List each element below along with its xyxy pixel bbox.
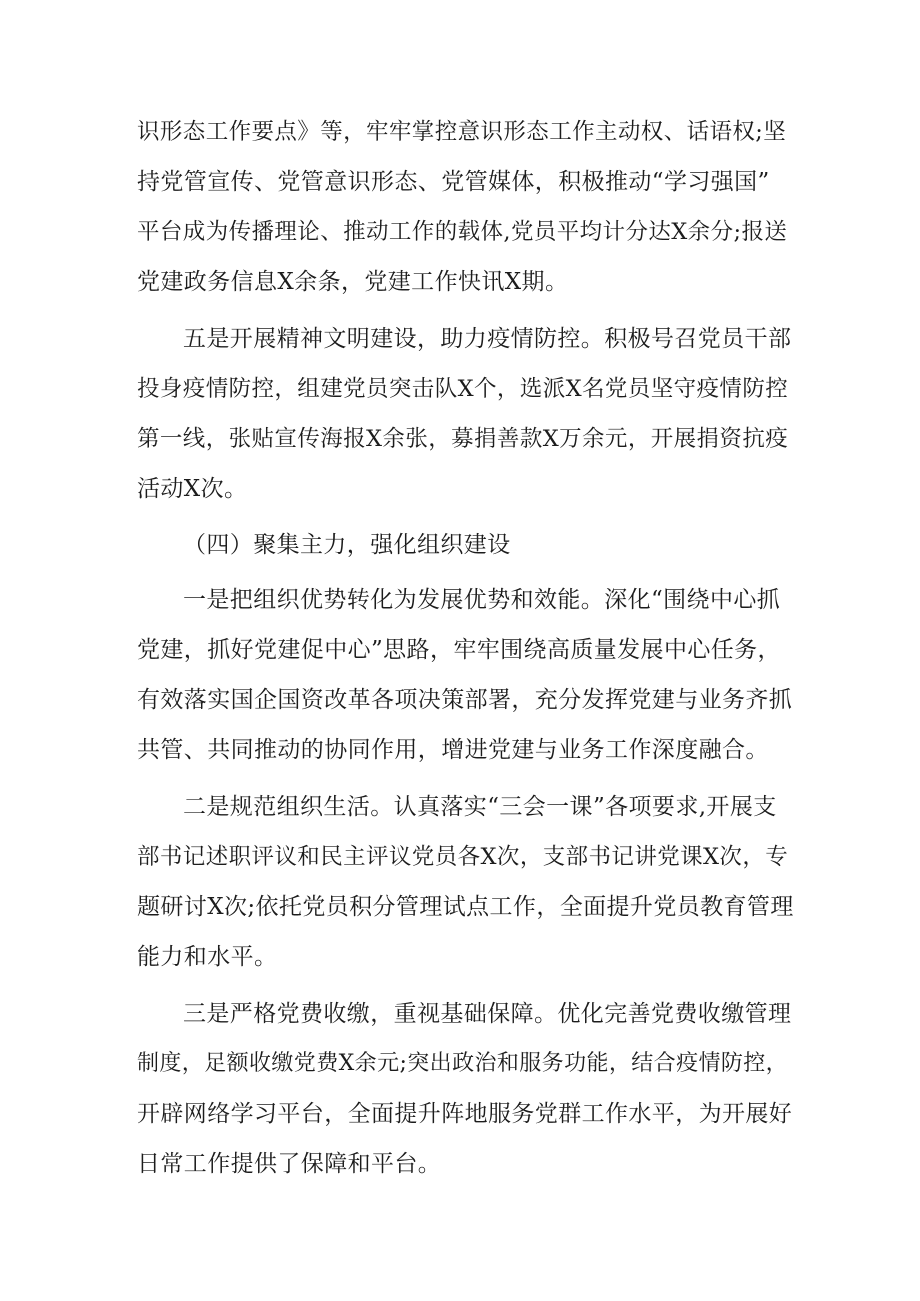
section-heading: （四）聚集主力，强化组织建设 bbox=[183, 532, 511, 558]
text-line: 识形态工作要点》等，牢牢掌控意识形态工作主动权、话语权;坚 bbox=[137, 119, 787, 145]
text-line: 日常工作提供了保障和平台。 bbox=[137, 1151, 442, 1177]
text-line: 有效落实国企国资改革各项决策部署，充分发挥党建与业务齐抓 bbox=[137, 687, 793, 713]
text-line: 第一线，张贴宣传海报X余张，募捐善款X万余元，开展捐资抗疫 bbox=[137, 426, 789, 452]
text-line: 持党管宣传、党管意识形态、党管媒体，积极推动“学习强国” bbox=[137, 169, 770, 195]
text-line: 制度，足额收缴党费X余元;突出政治和服务功能，结合疫情防控， bbox=[137, 1051, 789, 1076]
text-line: 活动X次。 bbox=[137, 476, 248, 502]
text-line: 共管、共同推动的协同作用，增进党建与业务工作深度融合。 bbox=[137, 737, 769, 763]
text-line: 开辟网络学习平台，全面提升阵地服务党群工作水平，为开展好 bbox=[137, 1101, 793, 1127]
text-line: 投身疫情防控，组建党员突击队X个，选派X名党员坚守疫情防控 bbox=[137, 376, 789, 402]
paragraph-first-line: 三是严格党费收缴，重视基础保障。优化完善党费收缴管理 bbox=[183, 1001, 792, 1027]
text-line: 部书记述职评议和民主评议党员各X次，支部书记讲党课X次，专 bbox=[137, 844, 789, 870]
text-line: 题研讨X次;依托党员积分管理试点工作，全面提升党员教育管理 bbox=[137, 894, 794, 920]
text-line: 能力和水平。 bbox=[137, 944, 278, 970]
text-line: 平台成为传播理论、推动工作的载体,党员平均计分达X余分;报送 bbox=[137, 219, 788, 245]
paragraph-first-line: 一是把组织优势转化为发展优势和效能。深化“围绕中心抓 bbox=[183, 587, 781, 613]
text-line: 党建政务信息X余条，党建工作快讯X期。 bbox=[137, 269, 569, 295]
text-line: 党建，抓好党建促中心”思路，牢牢围绕高质量发展中心任务， bbox=[137, 637, 781, 663]
paragraph-first-line: 二是规范组织生活。认真落实“三会一课”各项要求,开展支 bbox=[183, 794, 777, 820]
paragraph-first-line: 五是开展精神文明建设，助力疫情防控。积极号召党员干部 bbox=[183, 326, 792, 352]
